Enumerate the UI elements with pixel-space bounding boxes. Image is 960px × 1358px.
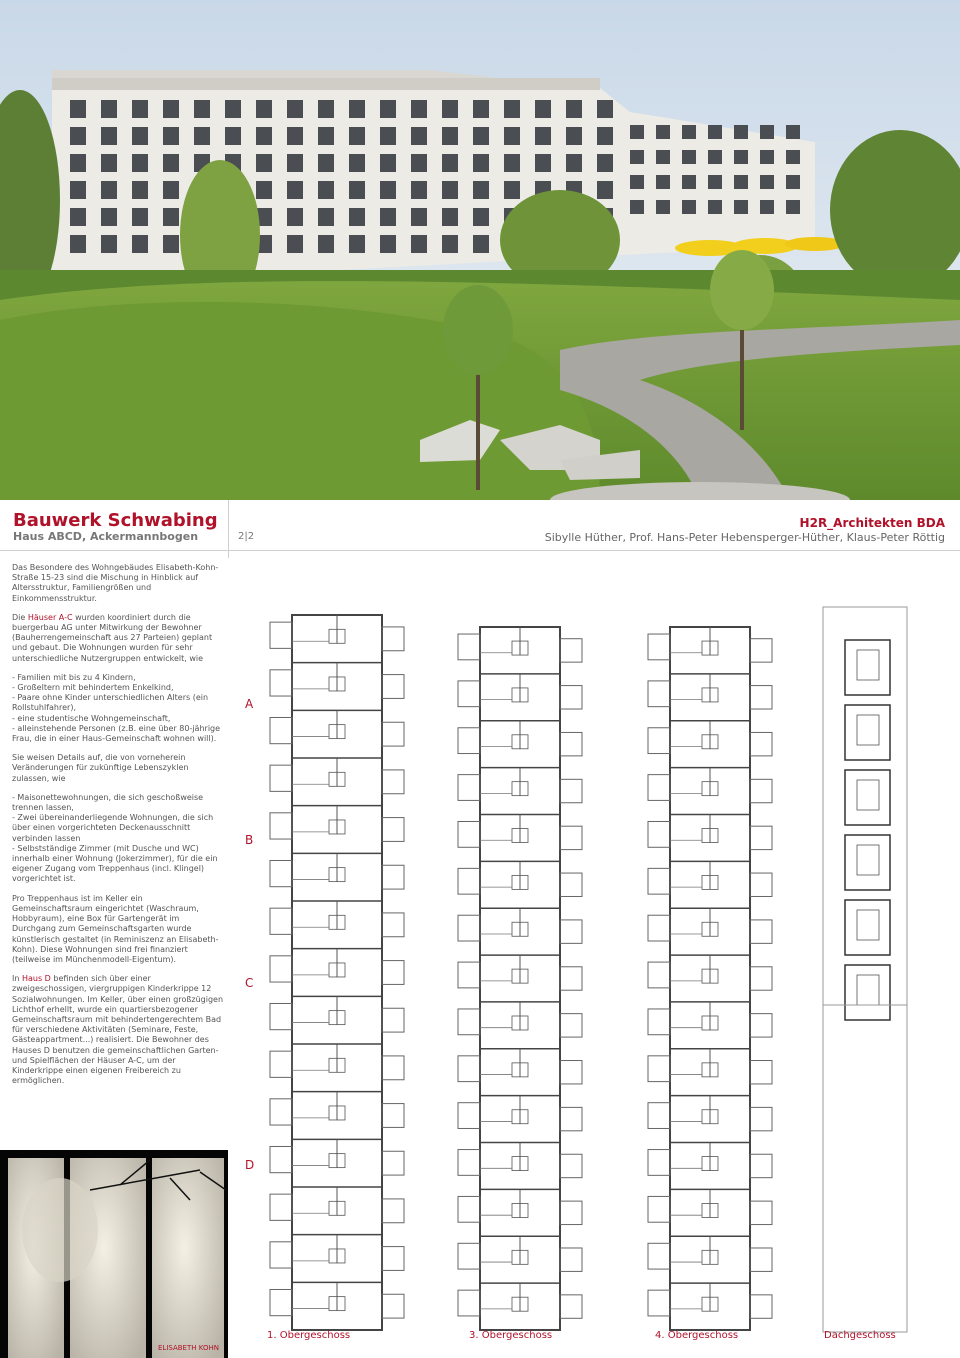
- page-title: Bauwerk Schwabing: [13, 510, 218, 531]
- caption-1og: 1. Obergeschoss: [267, 1330, 351, 1341]
- list-item: - Großeltern mit behindertem Enkelkind,: [12, 683, 174, 693]
- authors: Sibylle Hüther, Prof. Hans-Peter Hebensperger-Hüther, Klaus-Peter Röttig: [544, 531, 945, 544]
- list-adaptations: [12, 793, 224, 885]
- paragraph-intro: Das Besondere des Wohngebäudes Elisabeth-Kohn-Straße 15-23 sind die Mischung in Hinblick auf Altersstruktur, Familiengrößen und Einkommensstruktur.: [12, 563, 219, 603]
- text-fragment: wurden koordiniert durch die buergerbau AG unter Mitwirkung der Bewohner (Bauherrengemeinschaft aus 27 Parteien) geplant und gebaut. Die Wohnungen wurden für sehr unterschiedliche Nutzergruppen entwickelt, wie: [12, 612, 213, 663]
- list-item: - Paare ohne Kinder unterschiedlichen Alters (ein Rollstuhlfahrer),: [12, 693, 209, 713]
- list-item: - alleinstehende Personen (z.B. eine über 80-jährige Frau, die in einer Haus-Gemeinschaft wohnen will).: [12, 723, 221, 744]
- house-d-link: Haus D: [21, 974, 51, 984]
- list-item: - Selbstständige Zimmer (mit Dusche und WC) innerhalb einer Wohnung (Jokerzimmer), für die ein eigener Zugang vom Treppenhaus (incl. Klingel) vorgerichtet ist.: [12, 843, 218, 884]
- houses-ac-link: Häuser A-C: [27, 612, 73, 622]
- text-fragment: In: [12, 974, 22, 984]
- caption-4og: 4. Obergeschoss: [655, 1330, 739, 1341]
- header-divider: [228, 500, 229, 558]
- night-photo-caption: ELISABETH KOHN: [158, 1344, 219, 1352]
- page-number: 2|2: [238, 531, 255, 542]
- paragraph-community: Pro Treppenhaus ist im Keller ein Gemeinschaftsraum eingerichtet (Waschraum, Hobbyraum), eine Box für Gartengerät im Durchgang zum Gemeinschaftsgarten wurde künstlerisch gestaltet (in Reminiszenz an Elisabeth-Kohn). Diese Wohnungen sind frei finanziert (teilweise im Münchenmodell-Eigentum).: [12, 893, 219, 964]
- building-photo: [0, 0, 960, 500]
- night-photo: [0, 1150, 228, 1358]
- floor-plan-1og: [262, 610, 412, 1335]
- page-subtitle: Haus ABCD, Ackermannbogen: [13, 530, 199, 543]
- list-user-groups: [12, 673, 224, 744]
- text-fragment: befinden sich über einer zweigeschossigen, viergruppigen Kinderkrippe 12 Sozialwohnungen. Im Keller, über einen großzügigen Lichthof erhellt, wurde ein quartiersbezogener Gemeinschaftsraum mit behindertengerechtem Bad für verschiedene Aktivitäten (Seminare, Feste, Gästeappartment...) realisiert. Die Bewohner des Hauses D benutzen die gemeinschaftlichen Garten- und Spielflächen der Häuser A-C, um der Kinderkrippe einen eigenen Freibereich zu ermöglichen.: [12, 974, 224, 1086]
- caption-dg: Dachgeschoss: [824, 1330, 896, 1341]
- floor-plan-3og: [450, 622, 590, 1335]
- house-label-c: C: [245, 976, 254, 990]
- house-label-d: D: [245, 1158, 255, 1172]
- list-item: - Zwei übereinanderliegende Wohnungen, die sich über einen vorgerichteten Deckenausschnitt verbinden lassen: [12, 813, 214, 843]
- list-item: - eine studentische Wohngemeinschaft,: [12, 713, 171, 723]
- paragraph-houses-ac: [12, 613, 224, 664]
- floor-plan-4og: [640, 622, 780, 1335]
- house-label-a: A: [245, 697, 254, 711]
- firm-name: H2R_Architekten BDA: [799, 516, 945, 530]
- description-text: [12, 563, 224, 1095]
- paragraph-house-d: [12, 974, 224, 1086]
- list-item: - Familien mit bis zu 4 Kindern,: [12, 672, 136, 682]
- caption-3og: 3. Obergeschoss: [469, 1330, 553, 1341]
- paragraph-details: Sie weisen Details auf, die von vorneherein Veränderungen für zukünftige Lebenszyklen zulassen, wie: [12, 753, 189, 783]
- text-fragment: Die: [12, 612, 28, 622]
- floor-plan-dg: [815, 605, 915, 1335]
- list-item: - Maisonettewohnungen, die sich geschoßweise trennen lassen,: [12, 792, 204, 813]
- house-label-b: B: [245, 833, 254, 847]
